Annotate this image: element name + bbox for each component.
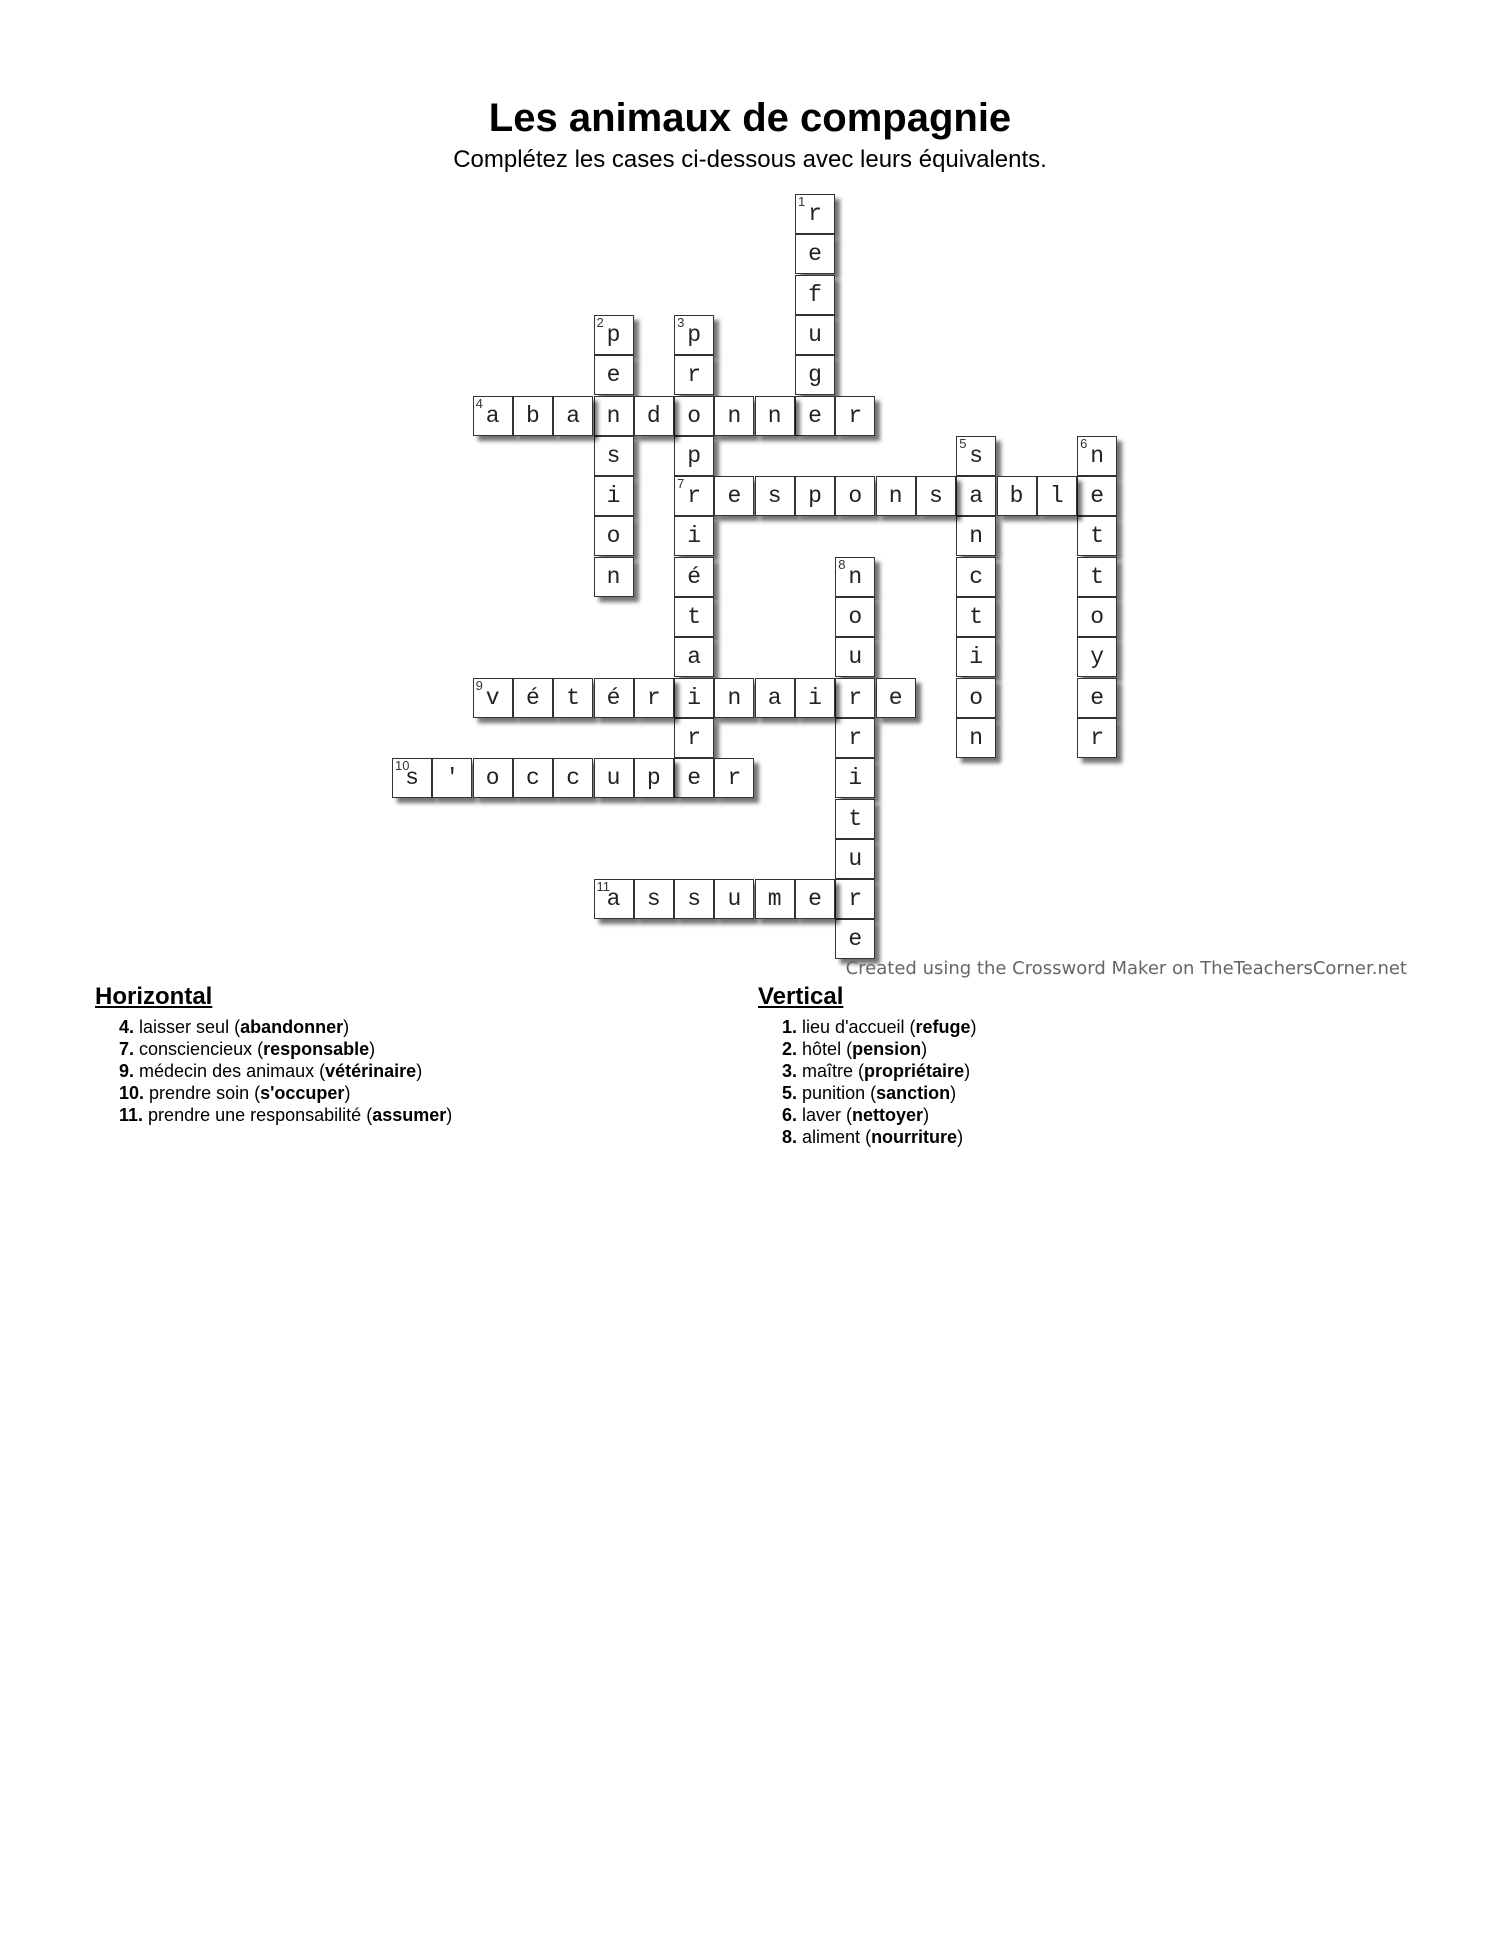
clue-number: 6 xyxy=(1080,435,1088,451)
grid-cell xyxy=(795,355,835,395)
cell-letter: u xyxy=(848,644,863,671)
cell-letter: i xyxy=(606,483,621,510)
grid-cell xyxy=(432,758,472,798)
grid-cell xyxy=(755,678,795,718)
grid-cell xyxy=(634,758,674,798)
clue-number: 3 xyxy=(677,314,685,330)
grid-cell xyxy=(1077,436,1117,476)
clue-number: 11 xyxy=(596,879,610,895)
cell-letter: b xyxy=(525,402,540,429)
page-subtitle: Complétez les cases ci-dessous avec leurs équivalents. xyxy=(453,146,1047,173)
grid-cell xyxy=(876,476,916,516)
grid-cell xyxy=(714,396,754,436)
cell-letter: a xyxy=(485,402,500,429)
cell-letter: t xyxy=(1090,523,1104,550)
grid-cell xyxy=(795,194,835,234)
clue-item: 10. prendre soin (s'occuper) xyxy=(119,1083,351,1104)
grid-cell xyxy=(956,476,996,516)
grid-cell xyxy=(795,678,835,718)
cell-letter: i xyxy=(848,765,863,792)
cell-letter: a xyxy=(767,684,782,711)
grid-cell xyxy=(674,315,714,355)
grid-cell xyxy=(674,436,714,476)
grid-cell xyxy=(513,758,553,798)
grid-cell xyxy=(956,637,996,677)
grid-cell xyxy=(553,678,593,718)
grid-cell xyxy=(755,476,795,516)
cell-letter: a xyxy=(606,886,621,913)
grid-cell xyxy=(835,637,875,677)
grid-cell xyxy=(997,476,1037,516)
grid-cell xyxy=(795,234,835,274)
cell-letter: e xyxy=(727,483,742,510)
grid-cell xyxy=(553,758,593,798)
cell-letter: e xyxy=(808,241,822,268)
cell-letter: r xyxy=(646,684,661,711)
cell-letter: r xyxy=(687,483,701,510)
vertical-clues xyxy=(758,984,977,1148)
cell-letter: n xyxy=(606,402,621,429)
cell-letter: é xyxy=(606,684,621,711)
cell-letter: o xyxy=(848,483,863,510)
grid-cell xyxy=(714,879,754,919)
cell-letter: ' xyxy=(445,765,460,792)
clue-number: 8 xyxy=(838,556,846,572)
grid-cell xyxy=(473,396,513,436)
vertical-clue-list xyxy=(758,1016,977,1148)
horizontal-clue-list xyxy=(95,1016,452,1126)
vertical-heading: Vertical xyxy=(758,983,844,1010)
grid-cell xyxy=(795,396,835,436)
cell-letter: p xyxy=(687,321,701,348)
clue-number: 2 xyxy=(596,314,604,330)
grid-cell xyxy=(714,476,754,516)
cell-letter: m xyxy=(767,886,782,913)
grid-cell xyxy=(634,678,674,718)
cell-letter: v xyxy=(485,684,500,711)
grid-cell xyxy=(594,516,634,556)
cell-letter: r xyxy=(1090,724,1104,751)
grid-cell xyxy=(594,557,634,597)
clue-number: 4 xyxy=(475,395,483,411)
grid-cell xyxy=(634,879,674,919)
grid-cell xyxy=(392,758,432,798)
cell-letter: n xyxy=(969,523,984,550)
cell-letter: r xyxy=(848,886,863,913)
cell-letter: c xyxy=(525,765,540,792)
cell-letter: c xyxy=(566,765,581,792)
grid-cell xyxy=(1077,597,1117,637)
grid-cell xyxy=(956,516,996,556)
grid-cell xyxy=(594,879,634,919)
grid-cell xyxy=(513,678,553,718)
cell-letter: é xyxy=(687,563,701,590)
grid-cell xyxy=(594,355,634,395)
clue-item: 4. laisser seul (abandonner) xyxy=(119,1017,350,1038)
grid-cell xyxy=(835,557,875,597)
clue-item: 11. prendre une responsabilité (assumer) xyxy=(119,1105,453,1126)
grid-cell xyxy=(674,557,714,597)
grid-cell xyxy=(755,879,795,919)
grid-cell xyxy=(1077,476,1117,516)
cell-letter: e xyxy=(1090,684,1104,711)
grid-cell xyxy=(594,436,634,476)
cell-letter: r xyxy=(808,201,822,227)
cell-letter: n xyxy=(969,724,984,751)
grid-cell xyxy=(835,718,875,758)
grid-cell xyxy=(835,396,875,436)
cell-letter: o xyxy=(1090,604,1104,630)
cell-letter: f xyxy=(808,281,822,308)
grid-cell xyxy=(795,476,835,516)
cell-letter: i xyxy=(969,644,984,671)
clue-item: 2. hôtel (pension) xyxy=(782,1039,928,1060)
grid-cell xyxy=(594,315,634,355)
grid-cell xyxy=(876,678,916,718)
grid-cell xyxy=(674,355,714,395)
cell-letter: p xyxy=(808,483,822,510)
clue-number: 10 xyxy=(395,758,410,774)
cell-letter: c xyxy=(969,563,984,590)
grid-cell xyxy=(473,758,513,798)
cell-letter: o xyxy=(969,684,984,711)
cell-letter: p xyxy=(687,442,701,469)
cell-letter: s xyxy=(646,886,661,913)
cell-letter: i xyxy=(687,523,701,550)
grid-cell xyxy=(835,597,875,637)
cell-letter: p xyxy=(646,765,661,792)
cell-letter: y xyxy=(1090,644,1104,671)
cell-letter: e xyxy=(1090,483,1104,510)
grid-cell xyxy=(956,718,996,758)
cell-letter: i xyxy=(687,684,701,711)
grid-cell xyxy=(674,597,714,637)
horizontal-clues xyxy=(95,984,452,1126)
cell-letter: u xyxy=(606,765,621,792)
cell-letter: e xyxy=(687,765,701,792)
cell-letter: s xyxy=(928,483,943,510)
clue-item: 9. médecin des animaux (vétérinaire) xyxy=(119,1061,423,1082)
cell-letter: e xyxy=(888,684,903,711)
cell-letter: n xyxy=(888,483,903,510)
cell-letter: s xyxy=(405,765,419,792)
cell-letter: s xyxy=(687,886,701,913)
cell-letter: r xyxy=(848,402,863,429)
cell-letter: s xyxy=(969,442,984,469)
cell-letter: e xyxy=(808,402,822,429)
cell-letter: e xyxy=(606,362,621,389)
grid-cell xyxy=(795,275,835,315)
grid-cell xyxy=(956,557,996,597)
cell-letter: t xyxy=(969,604,984,630)
cell-letter: u xyxy=(727,886,742,913)
clue-item: 7. consciencieux (responsable) xyxy=(119,1039,376,1060)
cell-letter: é xyxy=(525,684,540,711)
grid-cell xyxy=(1077,678,1117,718)
cell-letter: r xyxy=(687,724,701,751)
cell-letter: a xyxy=(566,402,581,429)
cell-letter: r xyxy=(727,765,742,792)
clue-item: 1. lieu d'accueil (refuge) xyxy=(782,1017,977,1038)
clue-item: 5. punition (sanction) xyxy=(782,1083,957,1104)
grid-cell xyxy=(1037,476,1077,516)
cell-letter: d xyxy=(646,402,661,429)
clue-number: 1 xyxy=(798,194,806,209)
cell-letter: n xyxy=(1090,442,1104,469)
cell-letter: p xyxy=(606,321,621,348)
cell-letter: t xyxy=(687,604,701,630)
grid-cell xyxy=(956,678,996,718)
cell-letter: s xyxy=(606,442,621,469)
grid-cell xyxy=(674,396,714,436)
grid-cell xyxy=(795,879,835,919)
grid-cell xyxy=(1077,557,1117,597)
grid-cell xyxy=(835,839,875,879)
grid-cell xyxy=(513,396,553,436)
grid-cell xyxy=(835,758,875,798)
grid-cell xyxy=(674,758,714,798)
cell-letter: o xyxy=(687,402,701,429)
grid-cell xyxy=(1077,516,1117,556)
grid-cell xyxy=(674,476,714,516)
grid-cell xyxy=(473,678,513,718)
grid-cell xyxy=(674,718,714,758)
grid-cell xyxy=(916,476,956,516)
cell-letter: n xyxy=(727,402,742,429)
clue-item: 3. maître (propriétaire) xyxy=(782,1061,971,1082)
cell-letter: b xyxy=(1009,483,1024,510)
cell-letter: g xyxy=(808,362,822,389)
grid-cell xyxy=(956,436,996,476)
cell-letter: a xyxy=(687,644,701,671)
grid-cell xyxy=(674,879,714,919)
cell-letter: t xyxy=(1090,563,1104,590)
clue-item: 8. aliment (nourriture) xyxy=(782,1127,964,1148)
grid-cell xyxy=(634,396,674,436)
grid-cell xyxy=(714,678,754,718)
grid-cell xyxy=(835,476,875,516)
clue-number: 9 xyxy=(475,677,483,693)
grid-cell xyxy=(755,396,795,436)
grid-cell xyxy=(674,516,714,556)
grid-cell xyxy=(835,919,875,959)
cell-letter: n xyxy=(767,402,782,429)
grid-cell xyxy=(795,315,835,355)
cell-letter: n xyxy=(727,684,742,711)
cell-letter: r xyxy=(687,362,701,389)
grid-cell xyxy=(835,678,875,718)
cell-letter: e xyxy=(848,926,863,953)
cell-letter: u xyxy=(808,321,822,348)
grid-cell xyxy=(956,597,996,637)
cell-letter: r xyxy=(848,724,863,751)
cell-letter: r xyxy=(848,684,863,711)
cell-letter: o xyxy=(485,765,500,792)
grid-cell xyxy=(594,476,634,516)
grid-cell xyxy=(594,678,634,718)
grid-cell xyxy=(1077,718,1117,758)
grid-cell xyxy=(674,637,714,677)
grid-cell xyxy=(553,396,593,436)
cell-letter: u xyxy=(848,845,863,872)
horizontal-heading: Horizontal xyxy=(95,983,213,1010)
grid-cell xyxy=(594,758,634,798)
cell-letter: t xyxy=(566,684,581,711)
page-title: Les animaux de compagnie xyxy=(488,96,1012,140)
cell-letter: a xyxy=(969,483,984,510)
cell-letter: n xyxy=(606,563,621,590)
cell-letter: s xyxy=(767,483,782,510)
cell-letter: i xyxy=(808,684,822,711)
cell-letter: o xyxy=(848,604,863,630)
cell-letter: e xyxy=(808,886,822,913)
cell-letter: o xyxy=(606,523,621,550)
cell-letter: l xyxy=(1049,483,1064,510)
grid-cell xyxy=(835,879,875,919)
grid-cell xyxy=(674,678,714,718)
clue-item: 6. laver (nettoyer) xyxy=(782,1105,930,1126)
grid-cell xyxy=(594,396,634,436)
cell-letter: t xyxy=(848,805,863,832)
clue-number: 7 xyxy=(677,476,685,492)
cell-letter: n xyxy=(848,563,863,590)
credit-line: Created using the Crossword Maker on TheTeachersCorner.net xyxy=(845,958,1407,979)
grid-cell xyxy=(835,799,875,839)
clue-number: 5 xyxy=(959,435,967,451)
grid-cell xyxy=(1077,637,1117,677)
grid-cell xyxy=(714,758,754,798)
